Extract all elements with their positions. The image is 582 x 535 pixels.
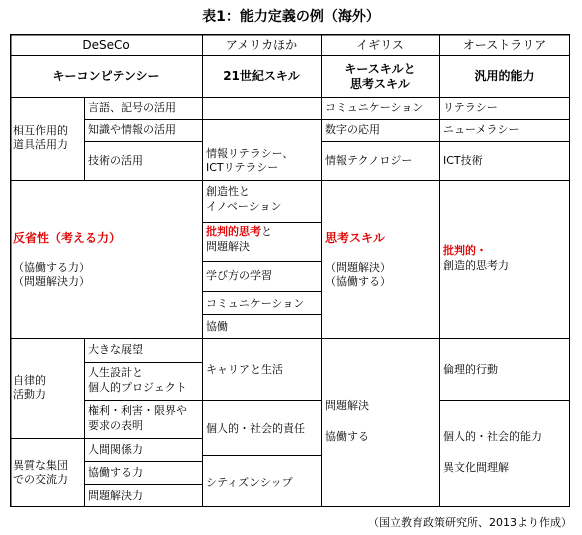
usa-collaboration: 協働 [206, 320, 228, 333]
uk-item: 情報テクノロジー [325, 154, 413, 167]
usa-social-responsibility: 個人的・社会的責任 [206, 422, 305, 435]
uk-problem-solving: 問題解決 [325, 399, 369, 412]
usa-problem-solving: 問題解決 [206, 240, 250, 253]
au-item: ニューメラシー [443, 123, 520, 136]
uk-thinking-sub-collaboration: （協働する） [325, 275, 391, 288]
au-social-capability: 個人的・社会的能力 [443, 430, 542, 443]
au-item: ICT技術 [443, 154, 483, 167]
uk-thinking-skills: 思考スキル [325, 231, 385, 245]
usa-critical-thinking-tail: と [261, 225, 272, 238]
usa-info-literacy-line1: 情報リテラシー、 [206, 147, 294, 160]
au-creative-thinking: 創造的思考力 [443, 259, 509, 272]
uk-collaboration: 協働する [325, 430, 369, 443]
group4-item: 人間関係力 [88, 443, 143, 456]
au-intercultural-understanding: 異文化間理解 [443, 461, 509, 474]
usa-career-and-life: キャリアと生活 [206, 363, 283, 376]
group1-label-line2: 道具活用力 [13, 138, 68, 151]
header-21st-century-skills: 21世紀スキル [223, 69, 300, 83]
usa-critical-thinking-emphasis: 批判的思考 [206, 225, 261, 238]
usa-communication: コミュニケーション [206, 297, 305, 310]
usa-creativity-line1: 創造性と [206, 185, 250, 198]
usa-info-literacy-line2: ICTリテラシー [206, 161, 279, 174]
usa-learning-to-learn: 学び方の学習 [206, 269, 272, 282]
header-key-competency: キーコンピテンシー [52, 69, 160, 83]
group3-item: 個人的プロジェクト [88, 381, 187, 394]
group4-label-line2: での交流力 [13, 473, 68, 486]
group4-item: 問題解決力 [88, 489, 143, 502]
au-item: リテラシー [443, 101, 498, 114]
column-uk: イギリス [356, 38, 404, 52]
group4-label-line1: 異質な集団 [13, 459, 68, 472]
group3-label-line1: 自律的 [13, 374, 46, 387]
usa-citizenship: シティズンシップ [206, 476, 293, 489]
group1-item: 技術の活用 [88, 154, 143, 167]
uk-thinking-sub-problem-solving: （問題解決） [325, 261, 391, 274]
header-key-skills-line1: キースキルと [344, 62, 416, 76]
usa-critical-thinking [206, 225, 272, 239]
usa-creativity-line2: イノベーション [206, 200, 282, 213]
group3-item: 権利・利害・限界や [88, 404, 187, 417]
group1-label-line1: 相互作用的 [13, 124, 68, 137]
group3-item: 要求の表明 [88, 419, 143, 432]
source-credit: （国立教育政策研究所、2013より作成） [368, 516, 572, 529]
reflectiveness-sub-problem-solving: （問題解決力） [13, 275, 90, 288]
competency-table [10, 34, 570, 507]
table-title: 表1：能力定義の例（海外） [202, 9, 380, 25]
group3-label-line2: 活動力 [13, 388, 46, 401]
uk-item: コミュニケーション [325, 101, 424, 114]
column-deseco: DeSeCo [82, 38, 130, 52]
au-ethical-behavior: 倫理的行動 [443, 363, 498, 376]
group3-item: 大きな展望 [88, 343, 143, 356]
column-australia: オーストラリア [462, 38, 547, 52]
group1-item: 知識や情報の活用 [88, 123, 176, 136]
header-general-capabilities: 汎用的能力 [474, 69, 535, 83]
group3-item: 人生設計と [88, 366, 143, 379]
column-usa: アメリカほか [225, 38, 298, 52]
group1-item: 言語、記号の活用 [88, 101, 176, 114]
reflectiveness-label: 反省性（考える力） [13, 231, 122, 245]
header-key-skills-line2: 思考スキル [350, 77, 410, 91]
uk-item: 数字の応用 [325, 123, 380, 136]
reflectiveness-sub-collaboration: （協働する力） [13, 261, 90, 274]
au-critical-label: 批判的・ [443, 244, 487, 257]
group4-item: 協働する力 [88, 466, 143, 479]
